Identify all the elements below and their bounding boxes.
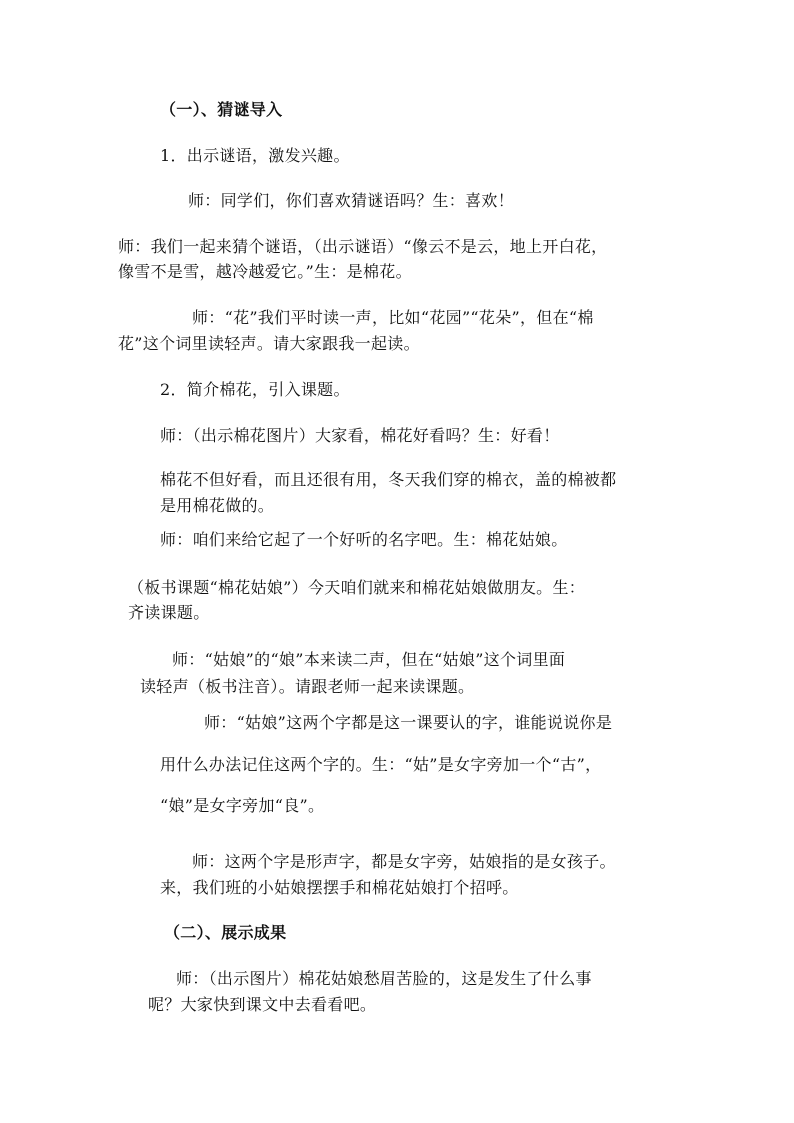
paragraph-text: 来，我们班的小姑娘摆摆手和棉花姑娘打个招呼。	[160, 878, 519, 897]
paragraph-text: “娘”是女字旁加“良”。	[160, 796, 325, 815]
paragraph-text: 师：“姑娘”的“娘”本来读二声，但在“姑娘”这个词里面	[172, 650, 566, 669]
item-title-cotton: 2．简介棉花，引入课题。	[160, 380, 350, 399]
paragraph-text: 师：咱们来给它起了一个好听的名字吧。生：棉花姑娘。	[160, 530, 568, 549]
paragraph-text: 像雪不是雪，越冷越爱它。”生：是棉花。	[118, 262, 412, 281]
paragraph-text: 师：“花”我们平时读一声，比如“花园”“花朵”，但在“棉	[192, 308, 594, 327]
paragraph-text: 师：这两个字是形声字，都是女字旁，姑娘指的是女孩子。	[192, 852, 616, 871]
paragraph-text: 齐读课题。	[128, 603, 210, 622]
paragraph-text: 师：（出示棉花图片）大家看，棉花好看吗？生：好看！	[160, 426, 560, 445]
paragraph-text: 师：同学们，你们喜欢猜谜语吗？生：喜欢！	[188, 191, 515, 210]
paragraph-text: 师：我们一起来猜个谜语，（出示谜语）“像云不是云，地上开白花，	[118, 237, 608, 256]
paragraph-text: 花”这个词里读轻声。请大家跟我一起读。	[118, 334, 420, 353]
paragraph-text: 呢？大家快到课文中去看看吧。	[148, 995, 377, 1014]
section-heading-guess-riddle: （一）、猜谜导入	[160, 100, 283, 119]
paragraph-text: （板书课题“棉花姑娘”）今天咱们就来和棉花姑娘做朋友。生：	[128, 578, 586, 597]
paragraph-text: 用什么办法记住这两个字的。生：“姑”是女字旁加一个“古”，	[160, 755, 602, 774]
paragraph-text: 师：“姑娘”这两个字都是这一课要认的字，谁能说说你是	[204, 713, 613, 732]
paragraph-text: 是用棉花做的。	[160, 496, 275, 515]
paragraph-text: 读轻声（板书注音）。请跟老师一起来读课题。	[140, 677, 475, 696]
paragraph-text: 棉花不但好看，而且还很有用，冬天我们穿的棉衣，盖的棉被都	[160, 470, 617, 489]
paragraph-text: 师：（出示图片）棉花姑娘愁眉苦脸的，这是发生了什么事	[176, 969, 592, 988]
section-heading-show-results: （二）、展示成果	[164, 923, 287, 942]
item-title-riddle: 1．出示谜语，激发兴趣。	[160, 146, 350, 165]
